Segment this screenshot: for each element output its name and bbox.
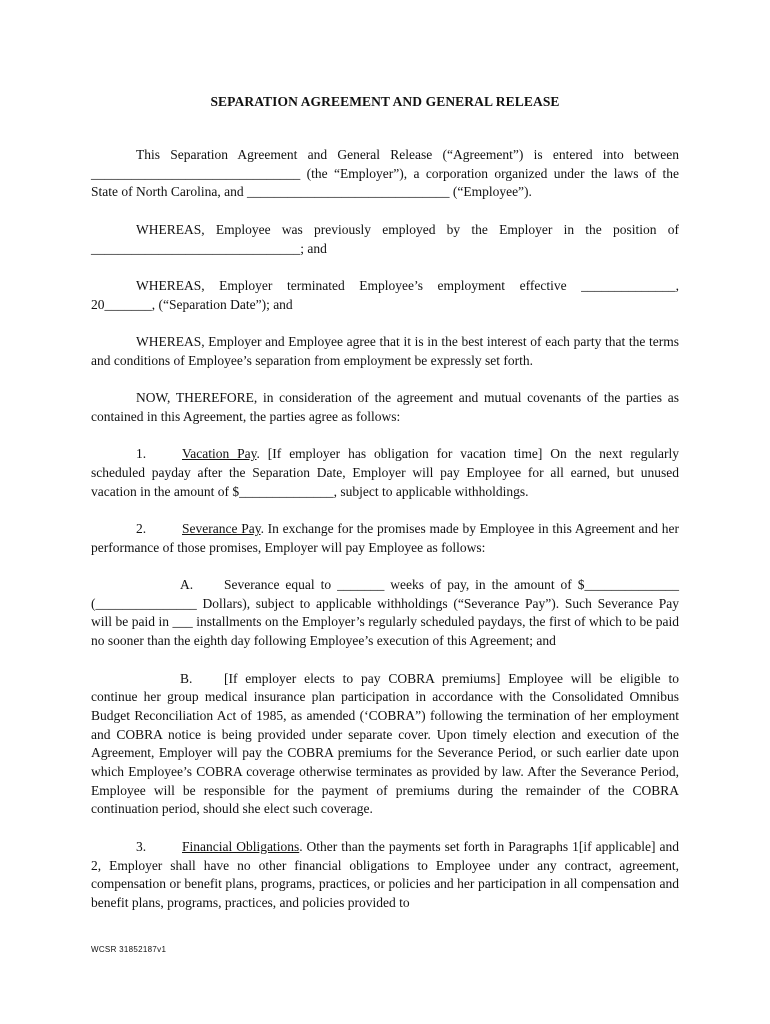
document-footer-id: WCSR 31852187v1 (91, 945, 167, 954)
whereas-paragraph-1: WHEREAS, Employee was previously employed by the Employer in the position of _______________________________; and (91, 221, 679, 256)
section-heading: Financial Obligations (182, 838, 300, 854)
now-therefore-paragraph: NOW, THEREFORE, in consideration of the agreement and mutual covenants of the parties as contained in this Agreement, the parties agree as follows: (91, 390, 679, 424)
section-2 (91, 520, 679, 557)
subsection-b (91, 670, 679, 820)
subsection-text: [If employer elects to pay COBRA premiums] Employee will be eligible to continue her group medical insurance plan participation in accordance with the Consolidated Omnibus Budget Reconciliation Act of 1985, as amended (‘COBRA”) following the termination of her employment and COBRA notice is being provided under separate cover. Upon timely election and execution of the Agreement, Employer will pay the COBRA premiums for the Severance Period, or such earlier date upon which Employee’s COBRA coverage otherwise terminates as provided by law. After the Severance Period, Employee will be responsible for the payment of premiums during the remainder of the COBRA continuation period, should she elect such coverage. (91, 670, 679, 817)
section-1 (91, 445, 679, 501)
document-body (91, 146, 679, 931)
intro-paragraph: This Separation Agreement and General Release (“Agreement”) is entered into between _______________________________ (the “Employer”), a corporation organized under the laws of the State of North Carolina, and ______________________________ (“Employee”). (91, 147, 679, 200)
section-3 (91, 838, 679, 913)
section-number: 2. (136, 520, 147, 536)
whereas-paragraph-2: WHEREAS, Employer terminated Employee’s employment effective ______________, 20_______, (“Separation Date”); and (91, 277, 679, 312)
subsection-text: Severance equal to _______ weeks of pay, in the amount of $______________ (_______________ Dollars), subject to applicable withholdings (“Severance Pay”). Such Severance Pay will be paid in ___ installments on the Employer’s regularly scheduled paydays, the first of which to be paid no sooner than the eighth day following Employee’s execution of this Agreement; and (91, 577, 679, 649)
section-heading: Severance Pay (182, 520, 261, 536)
section-text: . Other than the payments set forth in Paragraphs 1[if applicable] and 2, Employer shall have no other financial obligations to Employee under any contract, agreement, compensation or benefit plans, programs, practices, or policies and her participation in all compensation and benefit plans, programs, practices, and policies provided to (91, 838, 679, 910)
section-text: . [If employer has obligation for vacation time] On the next regularly scheduled payday after the Separation Date, Employer will pay Employee for all earned, but unused vacation in the amount of $______________, subject to applicable withholdings. (91, 446, 679, 499)
subsection-a (91, 576, 679, 651)
section-number: 1. (136, 446, 147, 462)
section-heading: Vacation Pay (182, 446, 257, 462)
section-text: . In exchange for the promises made by Employee in this Agreement and her performance of those promises, Employer will pay Employee as follows: (91, 520, 679, 555)
section-number: 3. (136, 838, 147, 854)
subsection-letter: B. (180, 670, 193, 686)
document-title: SEPARATION AGREEMENT AND GENERAL RELEASE (210, 94, 560, 109)
subsection-letter: A. (180, 577, 194, 593)
whereas-paragraph-3: WHEREAS, Employer and Employee agree that it is in the best interest of each party that the terms and conditions of Employee’s separation from employment be expressly set forth. (91, 333, 679, 368)
